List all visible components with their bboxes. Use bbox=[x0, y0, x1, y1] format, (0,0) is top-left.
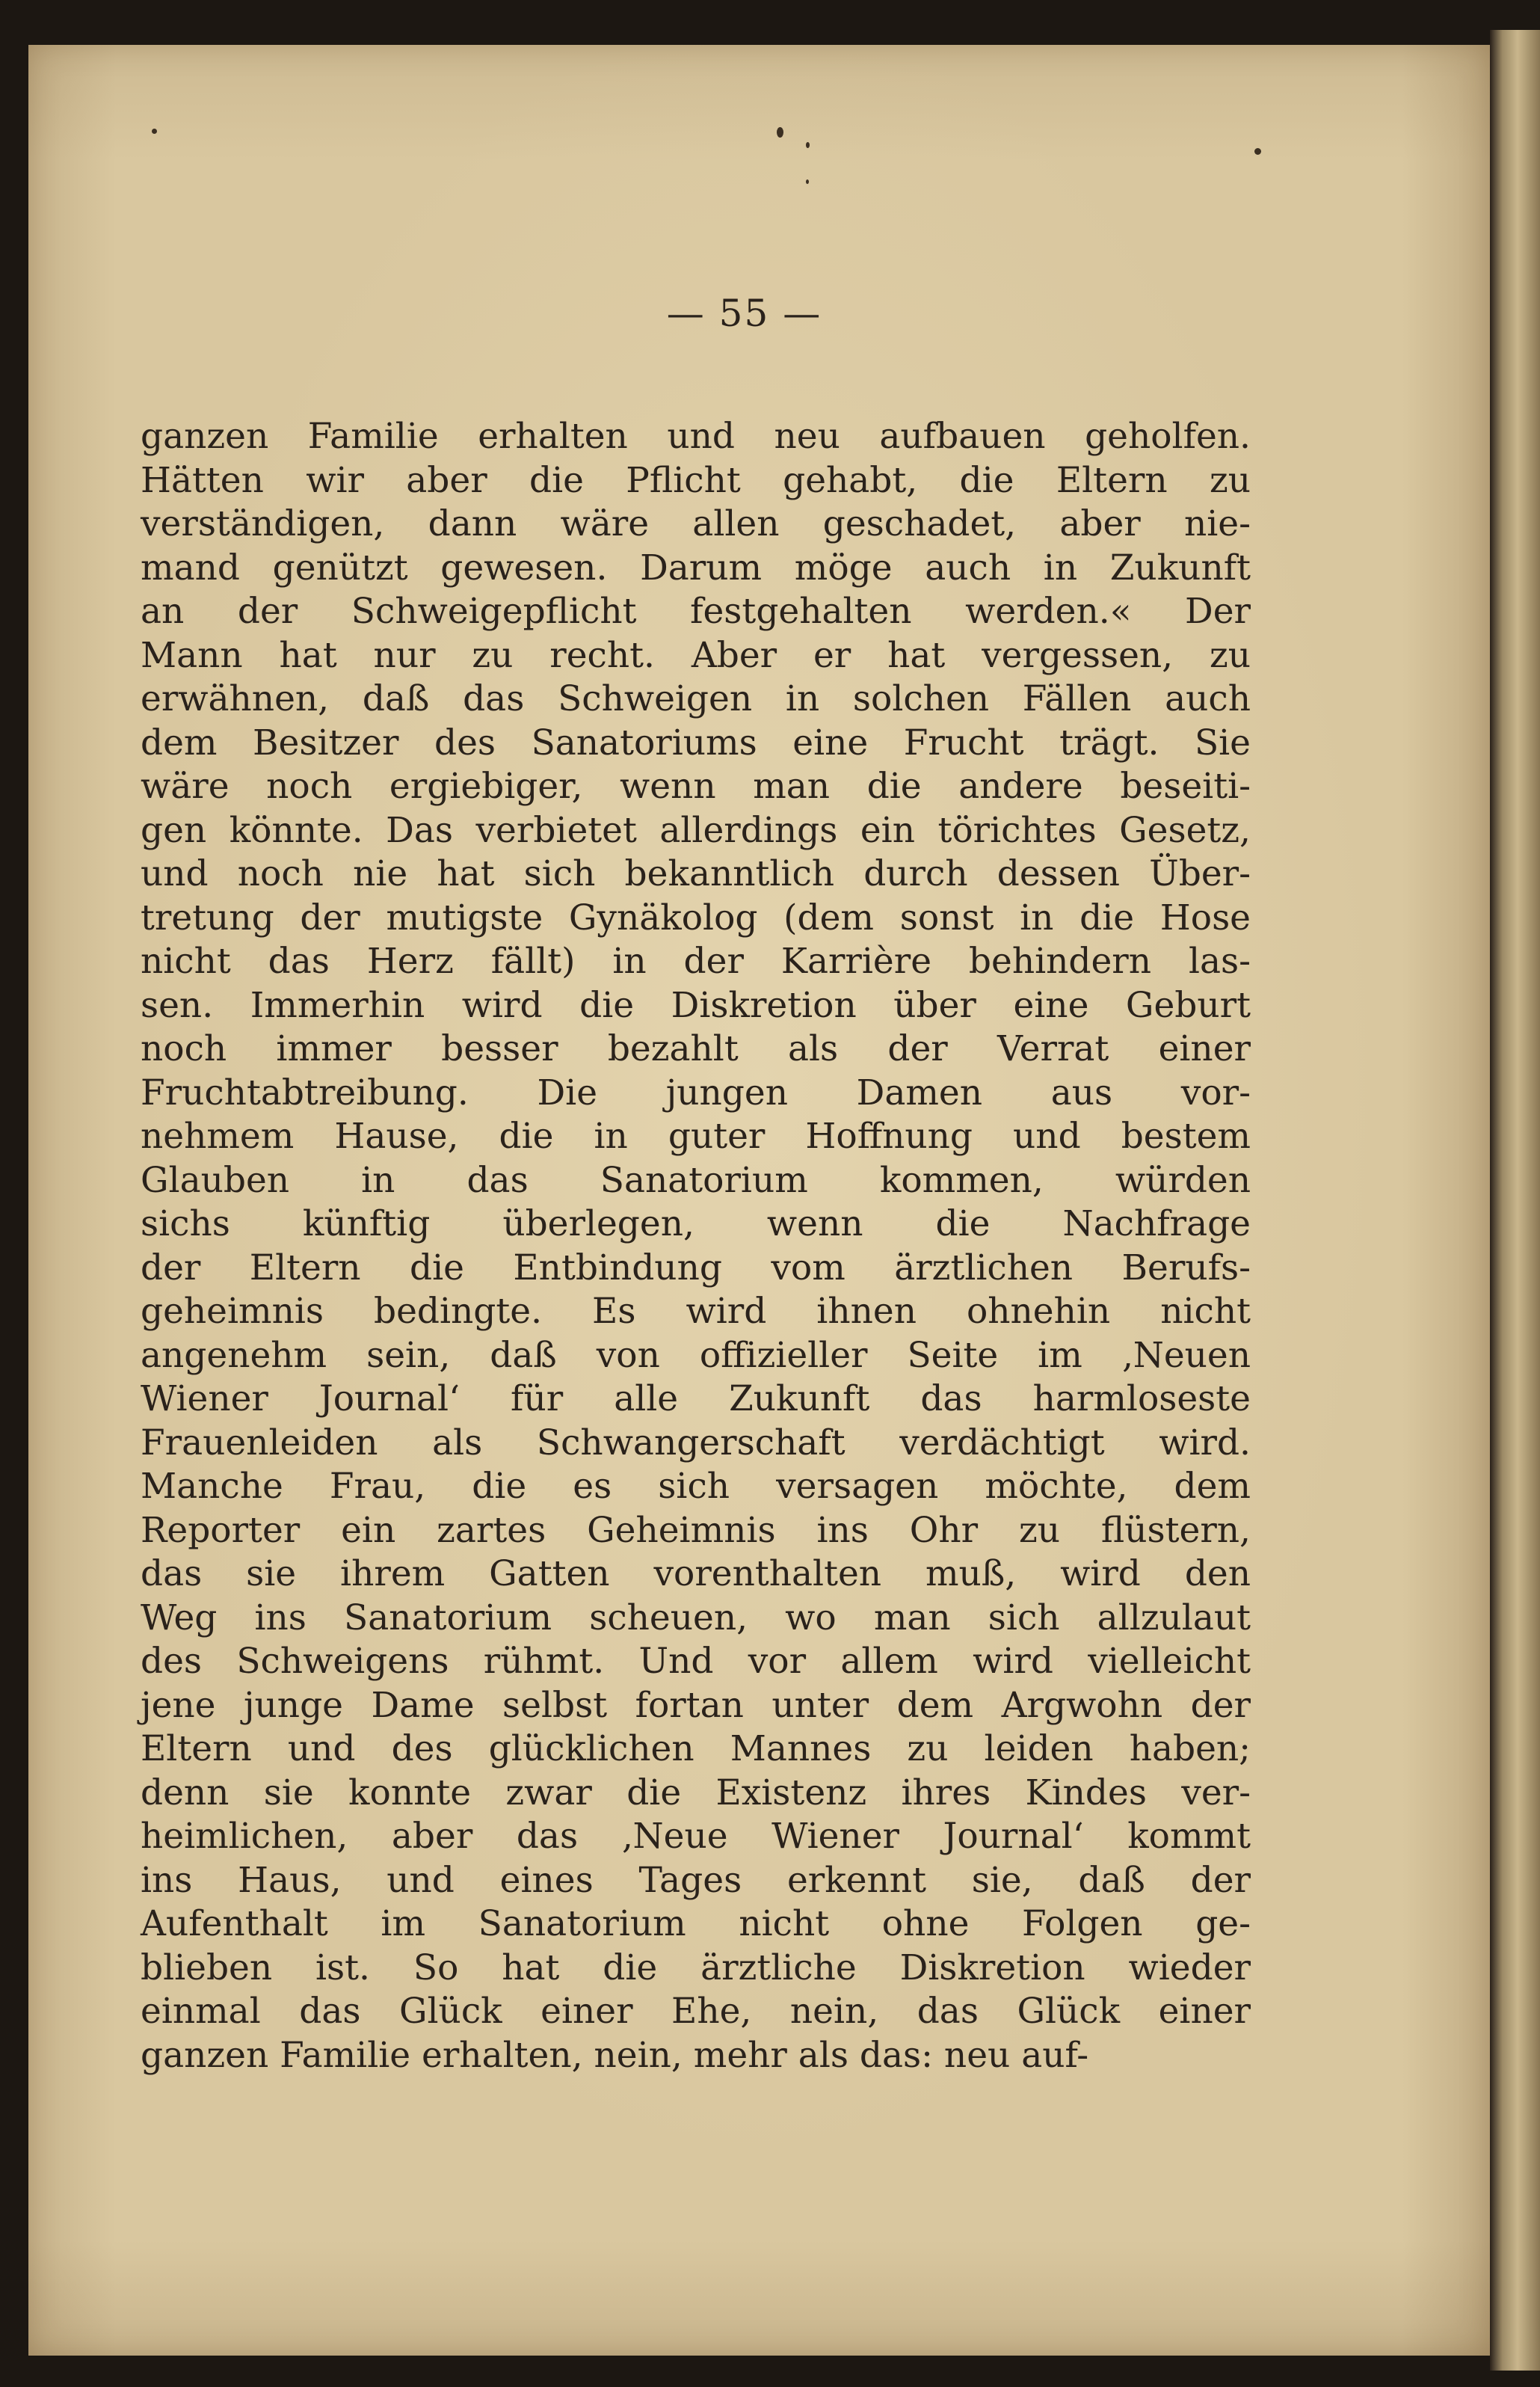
text-line: mand genützt gewesen. Darum möge auch in Zukunft bbox=[141, 547, 1251, 589]
text-line: der Eltern die Entbindung vom ärztlichen Berufs- bbox=[141, 1247, 1251, 1288]
text-line: Wiener Journal‘ für alle Zukunft das harmloseste bbox=[141, 1378, 1251, 1419]
text-line: dem Besitzer des Sanatoriums eine Frucht trägt. Sie bbox=[141, 722, 1251, 764]
ink-speck bbox=[152, 129, 157, 134]
text-line: ganzen Familie erhalten, nein, mehr als das: neu auf- bbox=[141, 2034, 1089, 2076]
ink-speck bbox=[1254, 148, 1261, 155]
text-line: Frauenleiden als Schwangerschaft verdächtigt wird. bbox=[141, 1422, 1251, 1463]
text-line: Weg ins Sanatorium scheuen, wo man sich allzulaut bbox=[141, 1597, 1251, 1638]
text-line: nicht das Herz fällt) in der Karrière behindern las- bbox=[141, 941, 1251, 982]
text-line: denn sie konnte zwar die Existenz ihres Kindes ver- bbox=[141, 1772, 1251, 1813]
text-line: nehmem Hause, die in guter Hoffnung und bestem bbox=[141, 1116, 1251, 1157]
text-line: Reporter ein zartes Geheimnis ins Ohr zu flüstern, bbox=[141, 1509, 1251, 1551]
text-line: verständigen, dann wäre allen geschadet, aber nie- bbox=[141, 503, 1251, 544]
text-line: geheimnis bedingte. Es wird ihnen ohnehin nicht bbox=[141, 1291, 1251, 1332]
ink-speck bbox=[777, 127, 783, 138]
text-line: das sie ihrem Gatten vorenthalten muß, wird den bbox=[141, 1553, 1251, 1594]
text-line: und noch nie hat sich bekanntlich durch dessen Über- bbox=[141, 853, 1251, 894]
text-line: Aufenthalt im Sanatorium nicht ohne Folgen ge- bbox=[141, 1903, 1251, 1944]
text-line: einmal das Glück einer Ehe, nein, das Glück einer bbox=[141, 1991, 1251, 2032]
book-page bbox=[28, 45, 1490, 2356]
text-line: jene junge Dame selbst fortan unter dem Argwohn der bbox=[141, 1684, 1251, 1726]
text-line: des Schweigens rühmt. Und vor allem wird vielleicht bbox=[141, 1641, 1251, 1682]
text-line: Eltern und des glücklichen Mannes zu leiden haben; bbox=[141, 1728, 1251, 1769]
text-line: erwähnen, daß das Schweigen in solchen Fällen auch bbox=[141, 678, 1251, 719]
text-line: Mann hat nur zu recht. Aber er hat vergessen, zu bbox=[141, 634, 1251, 676]
text-line: Manche Frau, die es sich versagen möchte, dem bbox=[141, 1466, 1251, 1507]
text-line: blieben ist. So hat die ärztliche Diskretion wieder bbox=[141, 1947, 1251, 1988]
page-number: — 55 — bbox=[666, 292, 822, 335]
text-line: ganzen Familie erhalten und neu aufbauen geholfen. bbox=[141, 416, 1251, 457]
text-line: tretung der mutigste Gynäkolog (dem sonst in die Hose bbox=[141, 897, 1251, 938]
book-gutter bbox=[1490, 30, 1540, 2371]
ink-speck bbox=[806, 179, 809, 184]
text-line: an der Schweigepflicht festgehalten werden.« Der bbox=[141, 591, 1251, 632]
text-line: Glauben in das Sanatorium kommen, würden bbox=[141, 1159, 1251, 1201]
text-line: Hätten wir aber die Pflicht gehabt, die Eltern zu bbox=[141, 459, 1251, 501]
text-line: sichs künftig überlegen, wenn die Nachfrage bbox=[141, 1203, 1251, 1244]
text-line: Fruchtabtreibung. Die jungen Damen aus vor- bbox=[141, 1072, 1251, 1113]
ink-speck bbox=[806, 142, 810, 148]
text-line: gen könnte. Das verbietet allerdings ein törichtes Gesetz, bbox=[141, 809, 1251, 851]
text-line: sen. Immerhin wird die Diskretion über eine Geburt bbox=[141, 984, 1251, 1026]
text-line: noch immer besser bezahlt als der Verrat einer bbox=[141, 1028, 1251, 1069]
text-line: heimlichen, aber das ‚Neue Wiener Journal‘ kommt bbox=[141, 1816, 1251, 1857]
text-line: wäre noch ergiebiger, wenn man die andere beseiti- bbox=[141, 766, 1251, 807]
body-text bbox=[141, 415, 1251, 2077]
text-line: ins Haus, und eines Tages erkennt sie, daß der bbox=[141, 1859, 1251, 1901]
text-line: angenehm sein, daß von offizieller Seite im ‚Neuen bbox=[141, 1334, 1251, 1376]
